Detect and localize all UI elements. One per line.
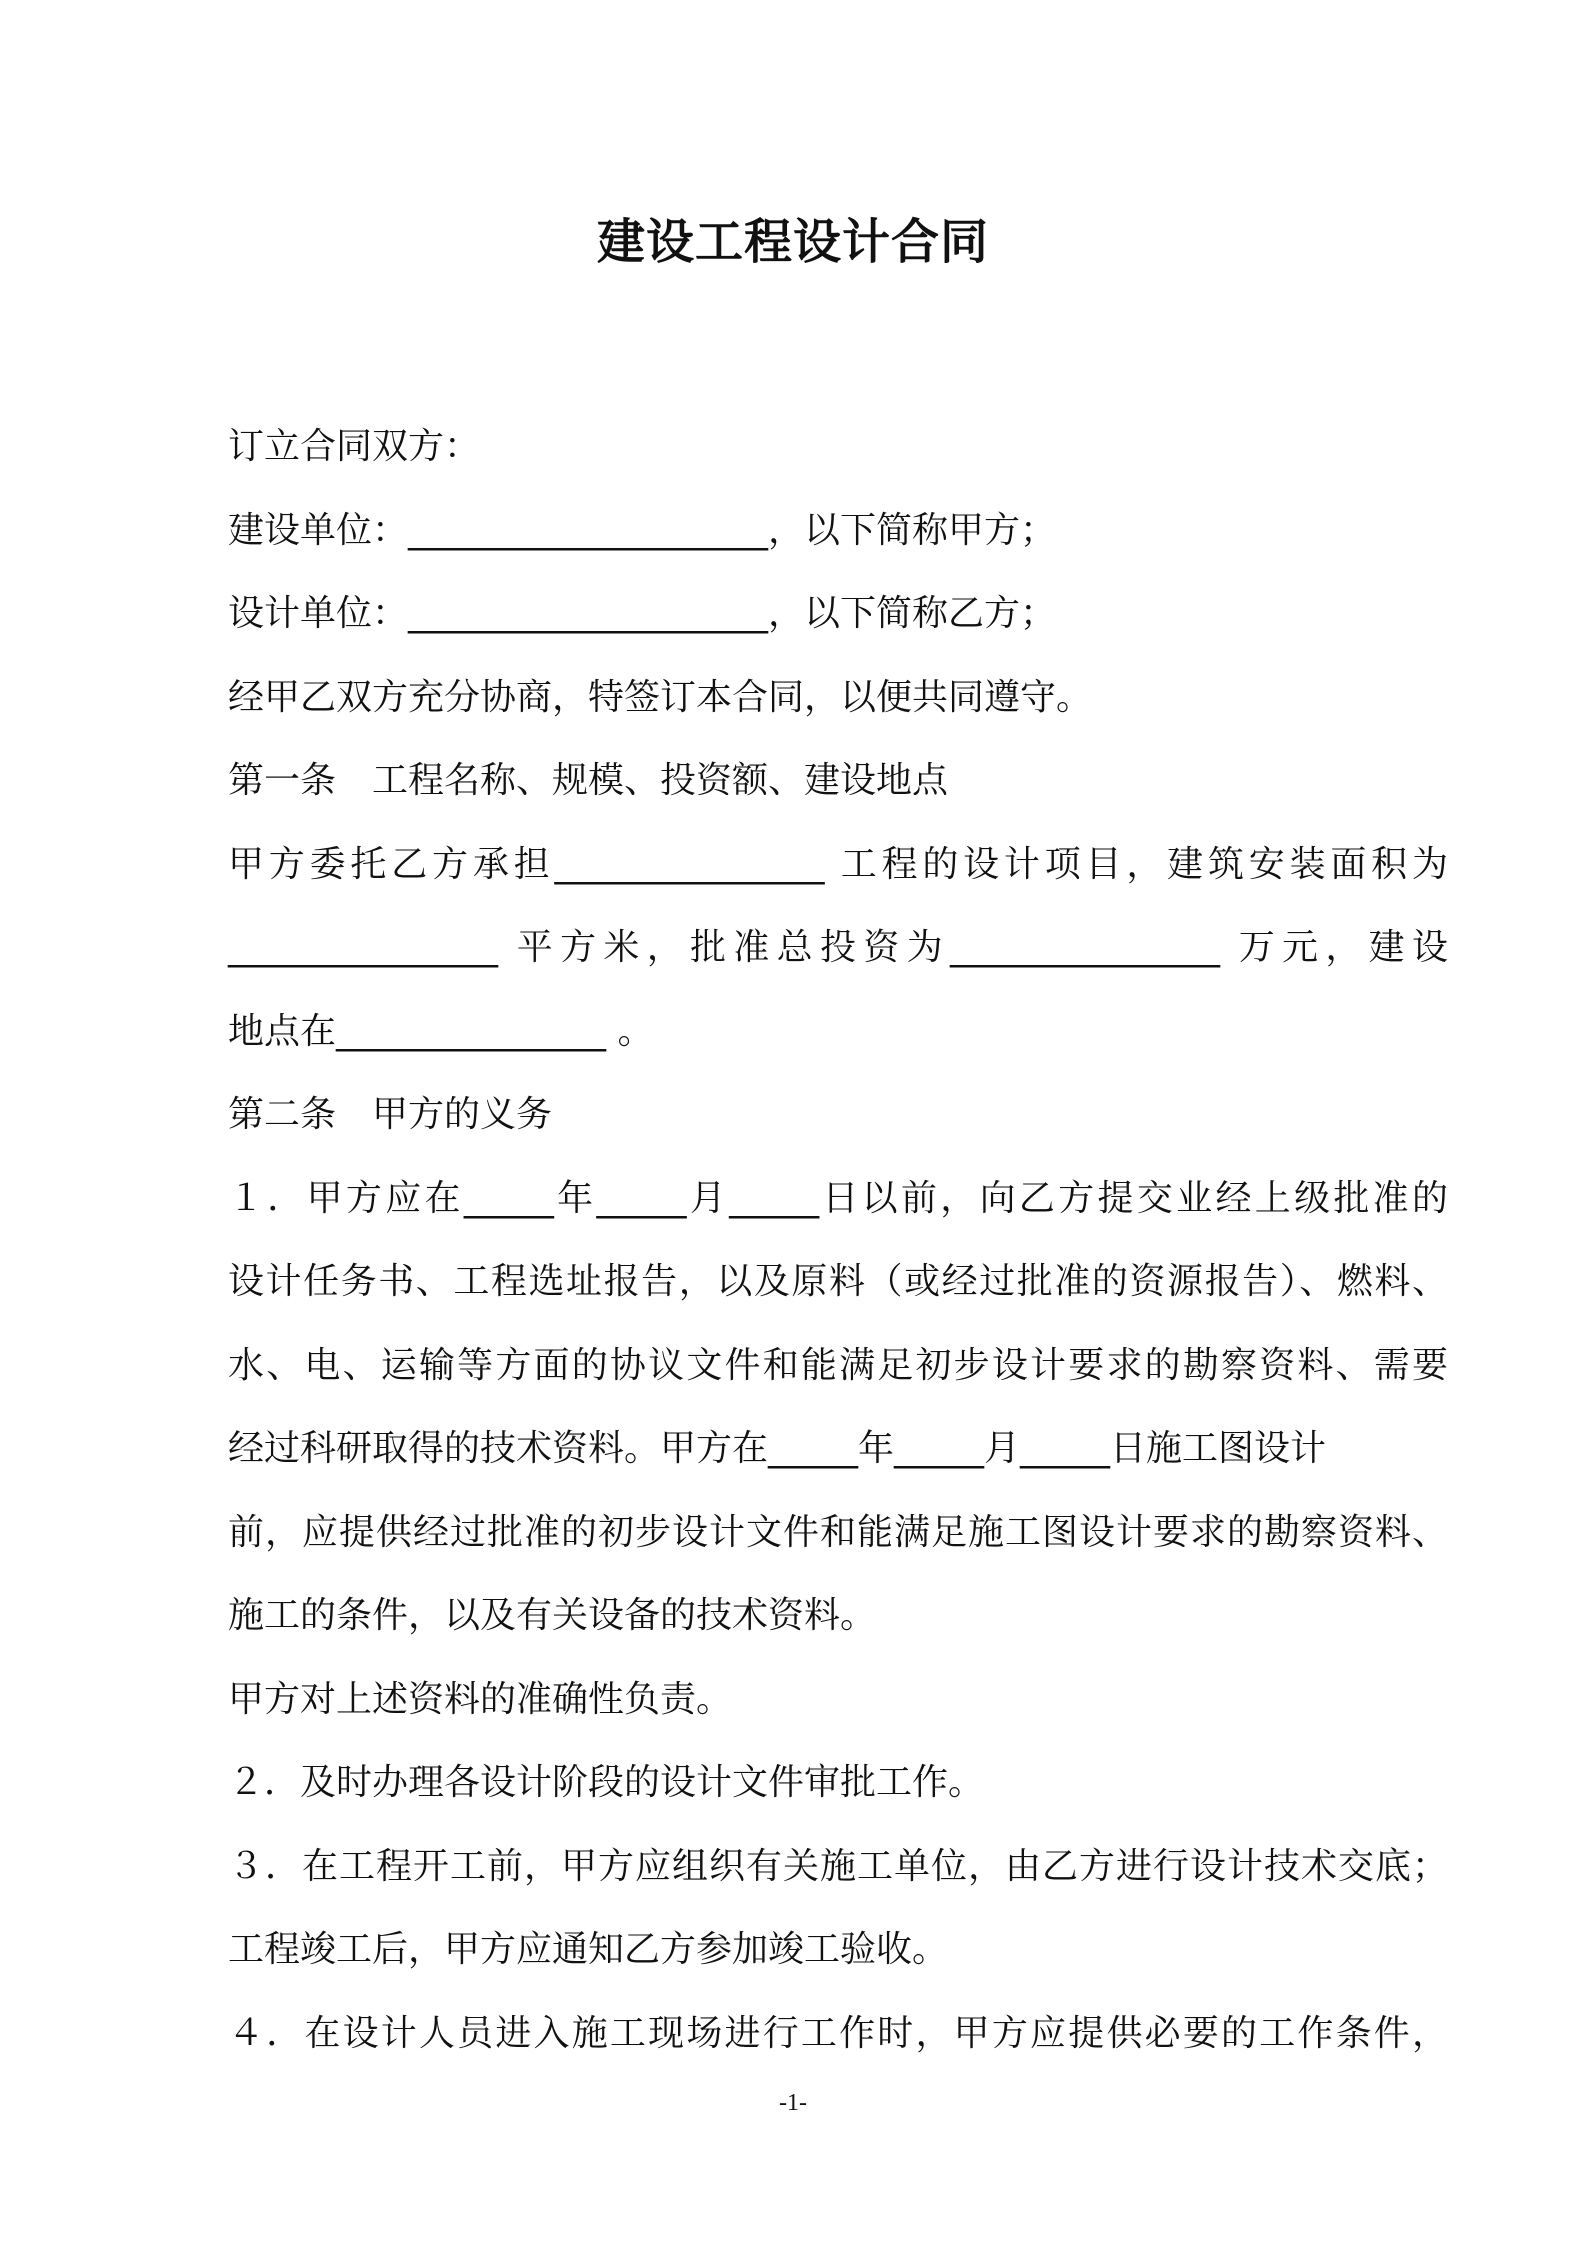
party-a-line: 建设单位：____________________，以下简称甲方；: [228, 509, 1057, 551]
page-number: -1-: [779, 2090, 807, 2116]
article-1-text-line-3: 地点在_______________ 。: [228, 1010, 654, 1052]
document-title: 建设工程设计合同: [596, 214, 989, 270]
clause-1-line-3: 水、电、运输等方面的协议文件和能满足初步设计要求的勘察资料、需要: [228, 1344, 1448, 1386]
article-1-heading: 第一条 工程名称、规模、投资额、建设地点: [228, 760, 949, 801]
document-body: [228, 405, 1448, 2075]
party-b-line: 设计单位：____________________，以下简称乙方；: [228, 593, 1057, 634]
parties-heading: 订立合同双方：: [228, 426, 481, 467]
article-1-text-line-1: 甲方委托乙方承担_______________ 工程的设计项目，建筑安装面积为: [228, 843, 1448, 885]
clause-1-line-1: １．甲方应在_____年_____月_____日以前，向乙方提交业经上级批准的: [228, 1177, 1448, 1219]
clause-2-line: ２．及时办理各设计阶段的设计文件审批工作。: [228, 1762, 985, 1803]
clause-1-line-4: 经过科研取得的技术资料。甲方在_____年_____月_____日施工图设计: [228, 1428, 1327, 1469]
clause-3-line-2: 工程竣工后，甲方应通知乙方参加竣工验收。: [228, 1929, 949, 1970]
clause-3-line-1: ３．在工程开工前，甲方应组织有关施工单位，由乙方进行设计技术交底；: [228, 1845, 1448, 1887]
clause-4-line-1: ４．在设计人员进入施工现场进行工作时，甲方应提供必要的工作条件，: [228, 2012, 1448, 2054]
clause-1-line-7: 甲方对上述资料的准确性负责。: [228, 1678, 733, 1720]
clause-1-line-5: 前，应提供经过批准的初步设计文件和能满足施工图设计要求的勘察资料、: [228, 1511, 1448, 1553]
clause-1-line-2: 设计任务书、工程选址报告，以及原料（或经过批准的资源报告）、燃料、: [228, 1261, 1448, 1302]
article-1-text-line-2: _______________ 平方米，批准总投资为_______________ 万元，建设: [228, 927, 1448, 968]
clause-1-line-6: 施工的条件，以及有关设备的技术资料。: [228, 1595, 877, 1636]
article-2-heading: 第二条 甲方的义务: [228, 1094, 553, 1135]
agreement-statement: 经甲乙双方充分协商，特签订本合同，以便共同遵守。: [228, 676, 1093, 718]
